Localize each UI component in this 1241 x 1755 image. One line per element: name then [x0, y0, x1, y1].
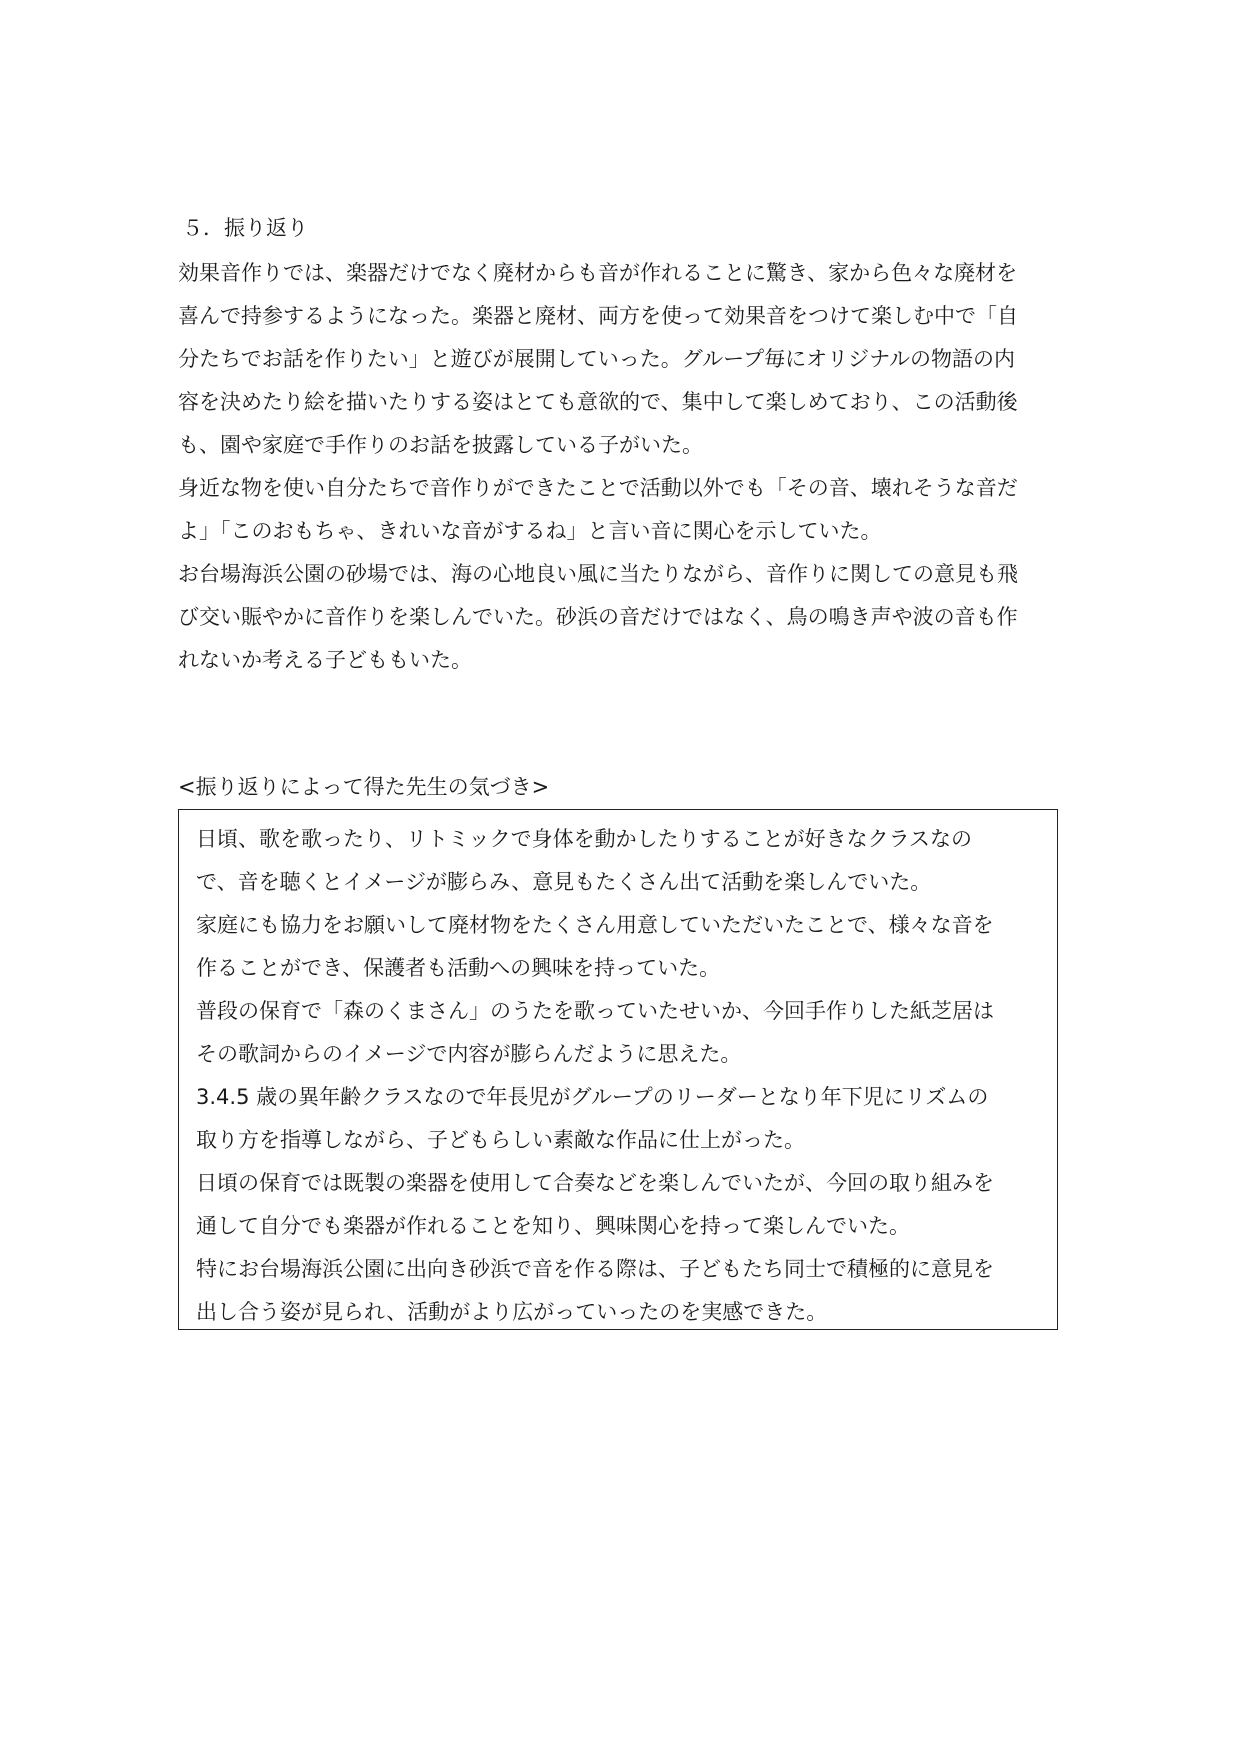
section-heading: ５．振り返り: [182, 216, 308, 240]
notes-line: 作ることができ、保護者も活動への興味を持っていた。: [196, 956, 721, 980]
notes-line: 取り方を指導しながら、子どもらしい素敵な作品に仕上がった。: [196, 1128, 805, 1152]
notes-line: 通して自分でも楽器が作れることを知り、興味関心を持って楽しんでいた。: [196, 1214, 910, 1238]
body-line: 容を決めたり絵を描いたりする姿はとても意欲的で、集中して楽しめており、この活動後: [178, 390, 1018, 414]
notes-line: その歌詞からのイメージで内容が膨らんだように思えた。: [196, 1042, 742, 1066]
notes-line: 家庭にも協力をお願いして廃材物をたくさん用意していただいたことで、様々な音を: [196, 913, 994, 937]
body-line: も、園や家庭で手作りのお話を披露している子がいた。: [178, 433, 703, 457]
body-line: 身近な物を使い自分たちで音作りができたことで活動以外でも「その音、壊れそうな音だ: [178, 476, 1018, 500]
body-line: お台場海浜公園の砂場では、海の心地良い風に当たりながら、音作りに関しての意見も飛: [178, 562, 1018, 586]
notes-line: 出し合う姿が見られ、活動がより広がっていったのを実感できた。: [196, 1300, 828, 1324]
notes-line: 普段の保育で「森のくまさん」のうたを歌っていたせいか、今回手作りした紙芝居は: [196, 999, 994, 1023]
body-line: び交い賑やかに音作りを楽しんでいた。砂浜の音だけではなく、鳥の鳴き声や波の音も作: [178, 605, 1018, 629]
reflection-body: [178, 252, 1078, 682]
notes-line: 日頃、歌を歌ったり、リトミックで身体を動かしたりすることが好きなクラスなの: [196, 827, 972, 851]
body-line: よ」「このおもちゃ、きれいな音がするね」と言い音に関心を示していた。: [178, 519, 882, 543]
notes-line: 特にお台場海浜公園に出向き砂浜で音を作る際は、子どもたち同士で積極的に意見を: [196, 1257, 994, 1281]
notes-line: で、音を聴くとイメージが膨らみ、意見もたくさん出て活動を楽しんでいた。: [196, 870, 932, 894]
notes-line: 日頃の保育では既製の楽器を使用して合奏などを楽しんでいたが、今回の取り組みを: [196, 1171, 994, 1195]
teacher-notes-text: [196, 818, 994, 1334]
body-line: 分たちでお話を作りたい」と遊びが展開していった。グループ毎にオリジナルの物語の内: [178, 347, 1016, 371]
teacher-notes-box: [178, 809, 1058, 1330]
notes-line: 3.4.5 歳の異年齢クラスなので年長児がグループのリーダーとなり年下児にリズムの: [196, 1085, 989, 1109]
body-line: れないか考える子どももいた。: [178, 648, 472, 672]
body-line: 効果音作りでは、楽器だけでなく廃材からも音が作れることに驚き、家から色々な廃材を: [178, 261, 1018, 285]
notes-heading: <振り返りによって得た先生の気づき>: [178, 775, 550, 799]
body-line: 喜んで持参するようになった。楽器と廃材、両方を使って効果音をつけて楽しむ中で「自: [178, 304, 1018, 328]
